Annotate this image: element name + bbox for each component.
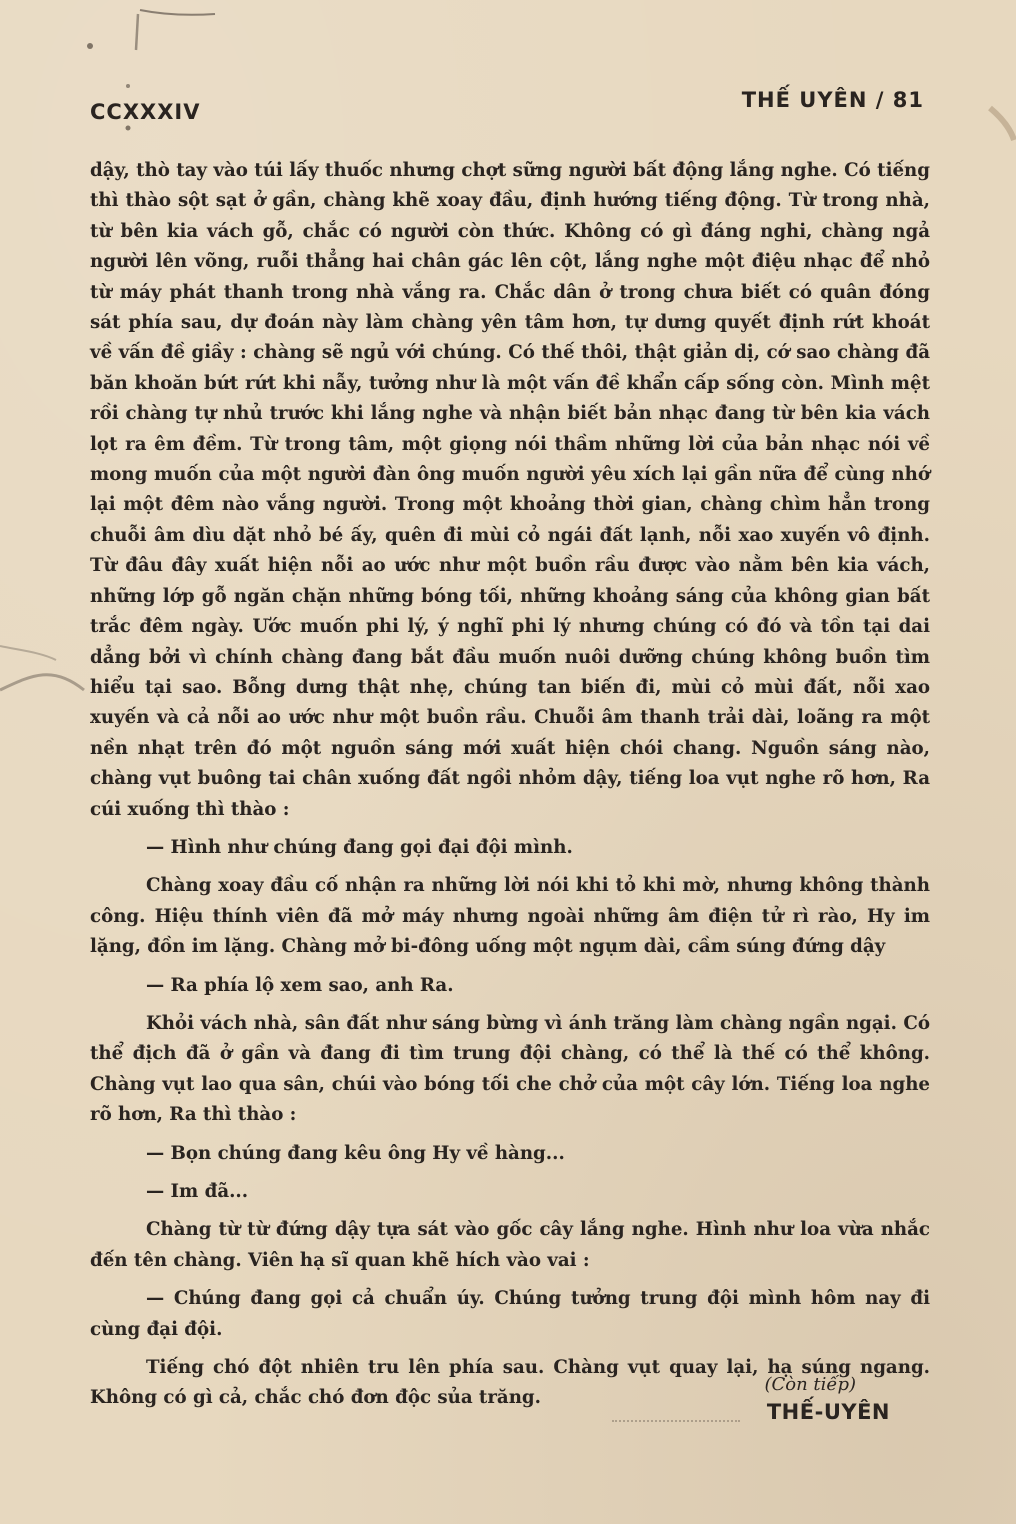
running-title: THẾ UYÊN / 81 bbox=[741, 88, 924, 112]
article-body bbox=[90, 156, 930, 1414]
body-paragraph: Tiếng chó đột nhiên tru lên phía sau. Chàng vụt quay lại, hạ súng ngang. Không có gì cả, chắc chó đơn độc sủa trăng. bbox=[90, 1357, 930, 1409]
body-paragraph: dậy, thò tay vào túi lấy thuốc nhưng chợt sững người bất động lắng nghe. Có tiếng thì thào sột sạt ở gần, chàng khẽ xoay đầu, định hướng tiếng động. Từ trong nhà, từ bên kia vách gỗ, chắc có người còn thức. Không có gì đáng nghi, chàng ngả người lên võng, ruỗi thẳng hai chân gác lên cột, lắng nghe một điệu nhạc để nhỏ từ máy phát thanh trong nhà vắng ra. Chắc dân ở trong chưa biết có quân đóng sát phía sau, dự đoán này làm chàng yên tâm hơn, tự dưng quyết định rứt khoát về vấn đề giầy : chàng sẽ ngủ với chúng. Có thế thôi, thật giản dị, cớ sao chàng đã băn khoăn bứt rứt khi nẫy, tưởng như là một vấn đề khẩn cấp sống còn. Mình mệt rồi chàng tự nhủ trước khi lắng nghe và nhận biết bản nhạc đang từ bên kia vách lọt ra êm đềm. Từ trong tâm, một giọng nói thầm những lời của bản nhạc nói về mong muốn của một người đàn ông muốn người yêu xích lại gần nữa để cùng nhớ lại một đêm nào vắng người. Trong một khoảng thời gian, chàng chìm hẳn trong chuỗi âm dìu dặt nhỏ bé ấy, quên đi mùi cỏ ngái đất lạnh, nỗi xao xuyến vô định. Từ đâu đây xuất hiện nỗi ao ước như một buồn rầu được vào nằm bên kia vách, những lớp gỗ ngăn chặn những bóng tối, những khoảng sáng của không gian bất trắc đêm ngày. Ước muốn phi lý, ý nghĩ phi lý nhưng chúng có đó và tồn tại dai dẳng bởi vì chính chàng đang bắt đầu muốn nuôi dưỡng chúng không buồn tìm hiểu tại sao. Bỗng dưng thật nhẹ, chúng tan biến đi, mùi cỏ mùi đất, nỗi xao xuyến và cả nỗi ao ước như một buồn rầu. Chuỗi âm thanh trải dài, loãng ra một nền nhạt trên đó một nguồn sáng mới xuất hiện chói chang. Nguồn sáng nào, chàng vụt buông tai chân xuống đất ngồi nhỏm dậy, tiếng loa vụt nghe rõ hơn, Ra cúi xuống thì thào : bbox=[90, 160, 930, 820]
body-paragraph: Khỏi vách nhà, sân đất như sáng bừng vì ánh trăng làm chàng ngần ngại. Có thể địch đã ở gần và đang đi tìm trung đội chàng, có thể là thế có thể không. Chàng vụt lao qua sân, chúi vào bóng tối che chở của một cây lớn. Tiếng loa nghe rõ hơn, Ra thì thào : bbox=[90, 1012, 930, 1126]
body-paragraph: Chàng xoay đầu cố nhận ra những lời nói khi tỏ khi mờ, nhưng không thành công. Hiệu thính viên đã mở máy nhưng ngoài những âm điện tử rì rào, Hy im lặng, đồn im lặng. Chàng mở bi-đông uống một ngụm dài, cầm súng đứng dậy bbox=[90, 875, 930, 958]
dialogue-line: — Bọn chúng đang kêu ông Hy về hàng... bbox=[146, 1142, 565, 1164]
author-signature: THẾ-UYÊN bbox=[766, 1400, 890, 1424]
dialogue-line: — Im đã... bbox=[146, 1181, 249, 1202]
body-paragraph: Chàng từ từ đứng dậy tựa sát vào gốc cây lắng nghe. Hình như loa vừa nhắc đến tên chàng. Viên hạ sĩ quan khẽ hích vào vai : bbox=[90, 1219, 930, 1271]
dialogue-line: — Hình như chúng đang gọi đại đội mình. bbox=[146, 836, 573, 858]
signature-dotted-rule bbox=[612, 1420, 740, 1422]
dialogue-line: — Ra phía lộ xem sao, anh Ra. bbox=[146, 974, 454, 996]
section-number: CCXXXIV bbox=[90, 100, 201, 124]
dialogue-line: — Chúng đang gọi cả chuẩn úy. Chúng tưởng trung đội mình hôm nay đi cùng đại đội. bbox=[90, 1288, 930, 1340]
continued-note: (Còn tiếp) bbox=[764, 1374, 856, 1395]
